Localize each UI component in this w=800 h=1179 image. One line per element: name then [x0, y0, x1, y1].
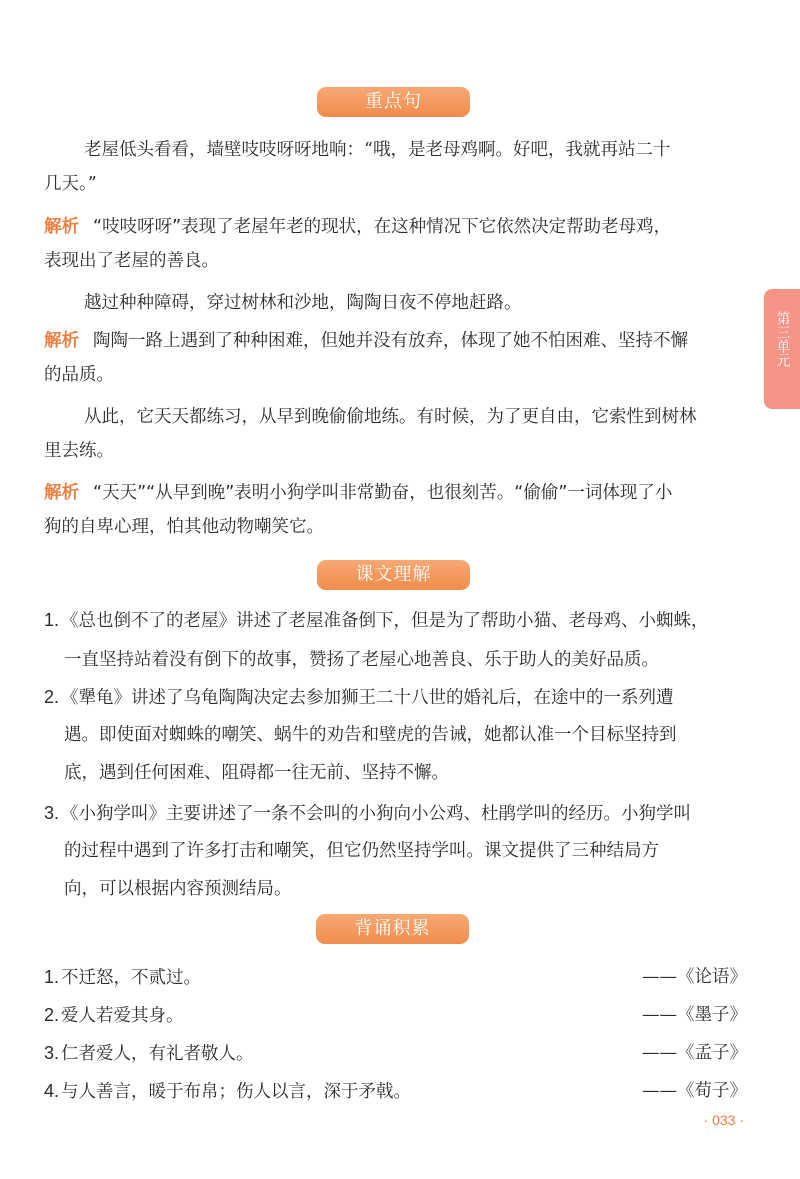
analysis-text: “吱吱呀呀”表现了老屋年老的现状，在这种情况下它依然决定帮助老母鸡， — [93, 217, 672, 237]
analysis-line: 表现出了老屋的善良。 — [44, 251, 219, 271]
analysis-2 — [44, 324, 744, 394]
analysis-line — [44, 476, 672, 510]
understanding-line — [44, 603, 709, 638]
key-sentence-line: 里去练。 — [44, 441, 114, 461]
key-sentence-line: 老屋低头看看，墙壁吱吱呀呀地响：“哦，是老母鸡啊。好吧，我就再站二十 — [84, 140, 671, 160]
item-number: 1. — [44, 967, 60, 987]
recite-text: 与人善言，暖于布帛；伤人以言，深于矛戟。 — [61, 1082, 412, 1102]
analysis-line — [44, 324, 688, 358]
item-number: 4. — [44, 1081, 60, 1101]
page-number-text: 033 — [712, 1112, 736, 1128]
understanding-text: 《小狗学叫》主要讲述了一条不会叫的小狗向小公鸡、杜鹃学叫的经历。小狗学叫 — [61, 804, 692, 824]
understanding-line: 向，可以根据内容预测结局。 — [64, 879, 292, 899]
unit-side-tab — [764, 289, 800, 409]
analysis-line: 的品质。 — [44, 365, 114, 385]
item-number: 2. — [44, 687, 60, 707]
understanding-item-1 — [44, 603, 744, 683]
understanding-line — [44, 796, 691, 831]
understanding-line: 遇。即使面对蜘蛛的嘲笑、蜗牛的劝告和壁虎的告诫，她都认准一个目标坚持到 — [64, 725, 677, 745]
recite-row-1 — [44, 962, 747, 992]
understanding-line: 底，遇到任何困难、阻碍都一往无前、坚持不懈。 — [64, 763, 449, 783]
key-sentence-line: 从此，它天天都练习，从早到晚偷偷地练。有时候，为了更自由，它索性到树林 — [84, 407, 697, 427]
item-number: 2. — [44, 1005, 60, 1025]
key-sentence-2 — [44, 286, 744, 320]
recite-source: ——《论语》 — [642, 967, 747, 987]
understanding-item-2 — [44, 680, 744, 800]
key-sentence-1 — [44, 133, 744, 203]
understanding-line: 的过程中遇到了许多打击和嘲笑，但它仍然坚持学叫。课文提供了三种结局方 — [64, 841, 659, 861]
understanding-line: 一直坚持站着没有倒下的故事，赞扬了老屋心地善良、乐于助人的美好品质。 — [64, 650, 659, 670]
key-sentence-line: 几天。” — [44, 174, 97, 194]
recite-row-4 — [44, 1076, 747, 1106]
analysis-label: 解析 — [44, 331, 79, 351]
analysis-label: 解析 — [44, 483, 79, 503]
analysis-line — [44, 210, 671, 244]
key-sentence-line: 越过种种障碍，穿过树林和沙地，陶陶日夜不停地赶路。 — [84, 293, 522, 313]
recite-row-3 — [44, 1038, 747, 1068]
recite-source: ——《孟子》 — [642, 1043, 747, 1063]
dot-icon: · — [703, 1112, 709, 1128]
understanding-line — [44, 680, 674, 715]
analysis-1 — [44, 210, 744, 280]
unit-side-tab-label: 第三单元 — [774, 311, 791, 367]
page-number — [704, 1112, 744, 1128]
analysis-text: “天天”“从早到晚”表明小狗学叫非常勤奋，也很刻苦。“偷偷”一词体现了小 — [93, 483, 673, 503]
analysis-text: 陶陶一路上遇到了种种困难，但她并没有放弃，体现了她不怕困难、坚持不懈 — [93, 331, 688, 351]
analysis-label: 解析 — [44, 217, 79, 237]
recite-source: ——《墨子》 — [642, 1005, 747, 1025]
recite-text: 爱人若爱其身。 — [61, 1006, 184, 1026]
recite-text: 仁者爱人，有礼者敬人。 — [61, 1044, 254, 1064]
section-label-key-sentences: 重点句 — [317, 87, 470, 117]
analysis-line: 狗的自卑心理，怕其他动物嘲笑它。 — [44, 517, 324, 537]
item-number: 1. — [44, 610, 60, 630]
section-label-understanding: 课文理解 — [317, 560, 470, 590]
understanding-item-3 — [44, 796, 744, 916]
item-number: 3. — [44, 803, 60, 823]
understanding-text: 《总也倒不了的老屋》讲述了老屋准备倒下，但是为了帮助小猫、老母鸡、小蜘蛛， — [61, 611, 709, 631]
recite-row-2 — [44, 1000, 747, 1030]
recite-source: ——《荀子》 — [642, 1081, 747, 1101]
dot-icon: · — [739, 1112, 744, 1128]
recite-text: 不迁怒，不贰过。 — [61, 968, 202, 988]
analysis-3 — [44, 476, 744, 546]
key-sentence-3 — [44, 400, 744, 470]
section-label-recite: 背诵积累 — [316, 914, 469, 944]
item-number: 3. — [44, 1043, 60, 1063]
understanding-text: 《犟龟》讲述了乌龟陶陶决定去参加狮王二十八世的婚礼后，在途中的一系列遭 — [61, 688, 674, 708]
